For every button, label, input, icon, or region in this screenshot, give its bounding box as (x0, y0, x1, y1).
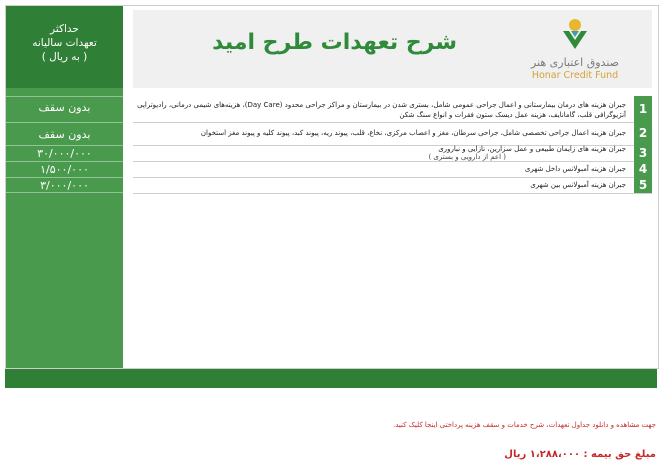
table-row (133, 145, 652, 162)
premium-amount: مبلغ حق بیمه : ۱،۲۸۸،۰۰۰ ریال (504, 449, 656, 460)
limit-cell-3: ۳۰/۰۰۰/۰۰۰ (6, 145, 123, 161)
limit-cell-1: بدون سقف (6, 96, 123, 122)
row-description-sub: ( اعم از دارویی و بستری ) (428, 153, 506, 161)
logo-name-en: Honar Credit Fund (531, 70, 619, 81)
row-number: 2 (634, 122, 652, 145)
download-tables-link[interactable]: جهت مشاهده و دانلود جداول تعهدات، شرح خدمات و سقف هزینه پرداختی اینجا کلیک کنید. (392, 421, 656, 429)
row-description: جبران هزینه های درمان بیمارستانی و اعمال جراحی عمومی شامل، بستری شدن در بیمارستان و مراکز جراحی محدود (Day Care)، هزینه‌های شیمی درمانی، رادیوتراپی آنژیوگرافی قلب، گامانایف، هزینه عمل دیسک ستون فقرات و انواع سنگ شکن (137, 101, 626, 119)
row-description: جبران هزینه اعمال جراحی تخصصی شامل، جراحی سرطان، مغز و اعصاب مرکزی، نخاع، قلب، پیوند ریه، پیوند کبد، پیوند کلیه و پیوند مغز استخوان (200, 129, 626, 137)
row-description: جبران هزینه آمبولانس داخل شهری (524, 165, 626, 173)
row-number: 5 (634, 177, 652, 193)
row-number: 4 (634, 161, 652, 177)
limit-cell-4: ۱/۵۰۰/۰۰۰ (6, 161, 123, 177)
title-banner (133, 10, 652, 88)
footer-bar (5, 369, 657, 388)
table-row (133, 96, 652, 123)
page-title: شرح تعهدات طرح امید (212, 30, 457, 55)
table-row (133, 177, 652, 194)
plan-panel (5, 5, 659, 369)
limit-cell-2: بدون سقف (6, 122, 123, 145)
logo-mark-icon (558, 18, 592, 52)
fund-logo (520, 18, 630, 82)
limits-header-line3: ( به ریال ) (41, 51, 88, 63)
row-number: 1 (634, 96, 652, 122)
row-description: جبران هزینه آمبولانس بین شهری (530, 181, 626, 189)
table-row (133, 161, 652, 178)
limits-column (6, 6, 123, 368)
limits-column-header (6, 6, 123, 88)
logo-name-fa: صندوق اعتباری هنر (531, 56, 619, 69)
row-description-main: جبران هزینه های زایمان طبیعی و عمل سزارین، نازایی و نباروری (438, 145, 626, 153)
table-row (133, 122, 652, 146)
limit-cell-5: ۳/۰۰۰/۰۰۰ (6, 177, 123, 193)
limits-header-line2: تعهدات سالیانه (32, 37, 97, 49)
row-description (137, 145, 626, 161)
limits-header-line1: حداکثر (50, 23, 79, 35)
row-number: 3 (634, 145, 652, 161)
